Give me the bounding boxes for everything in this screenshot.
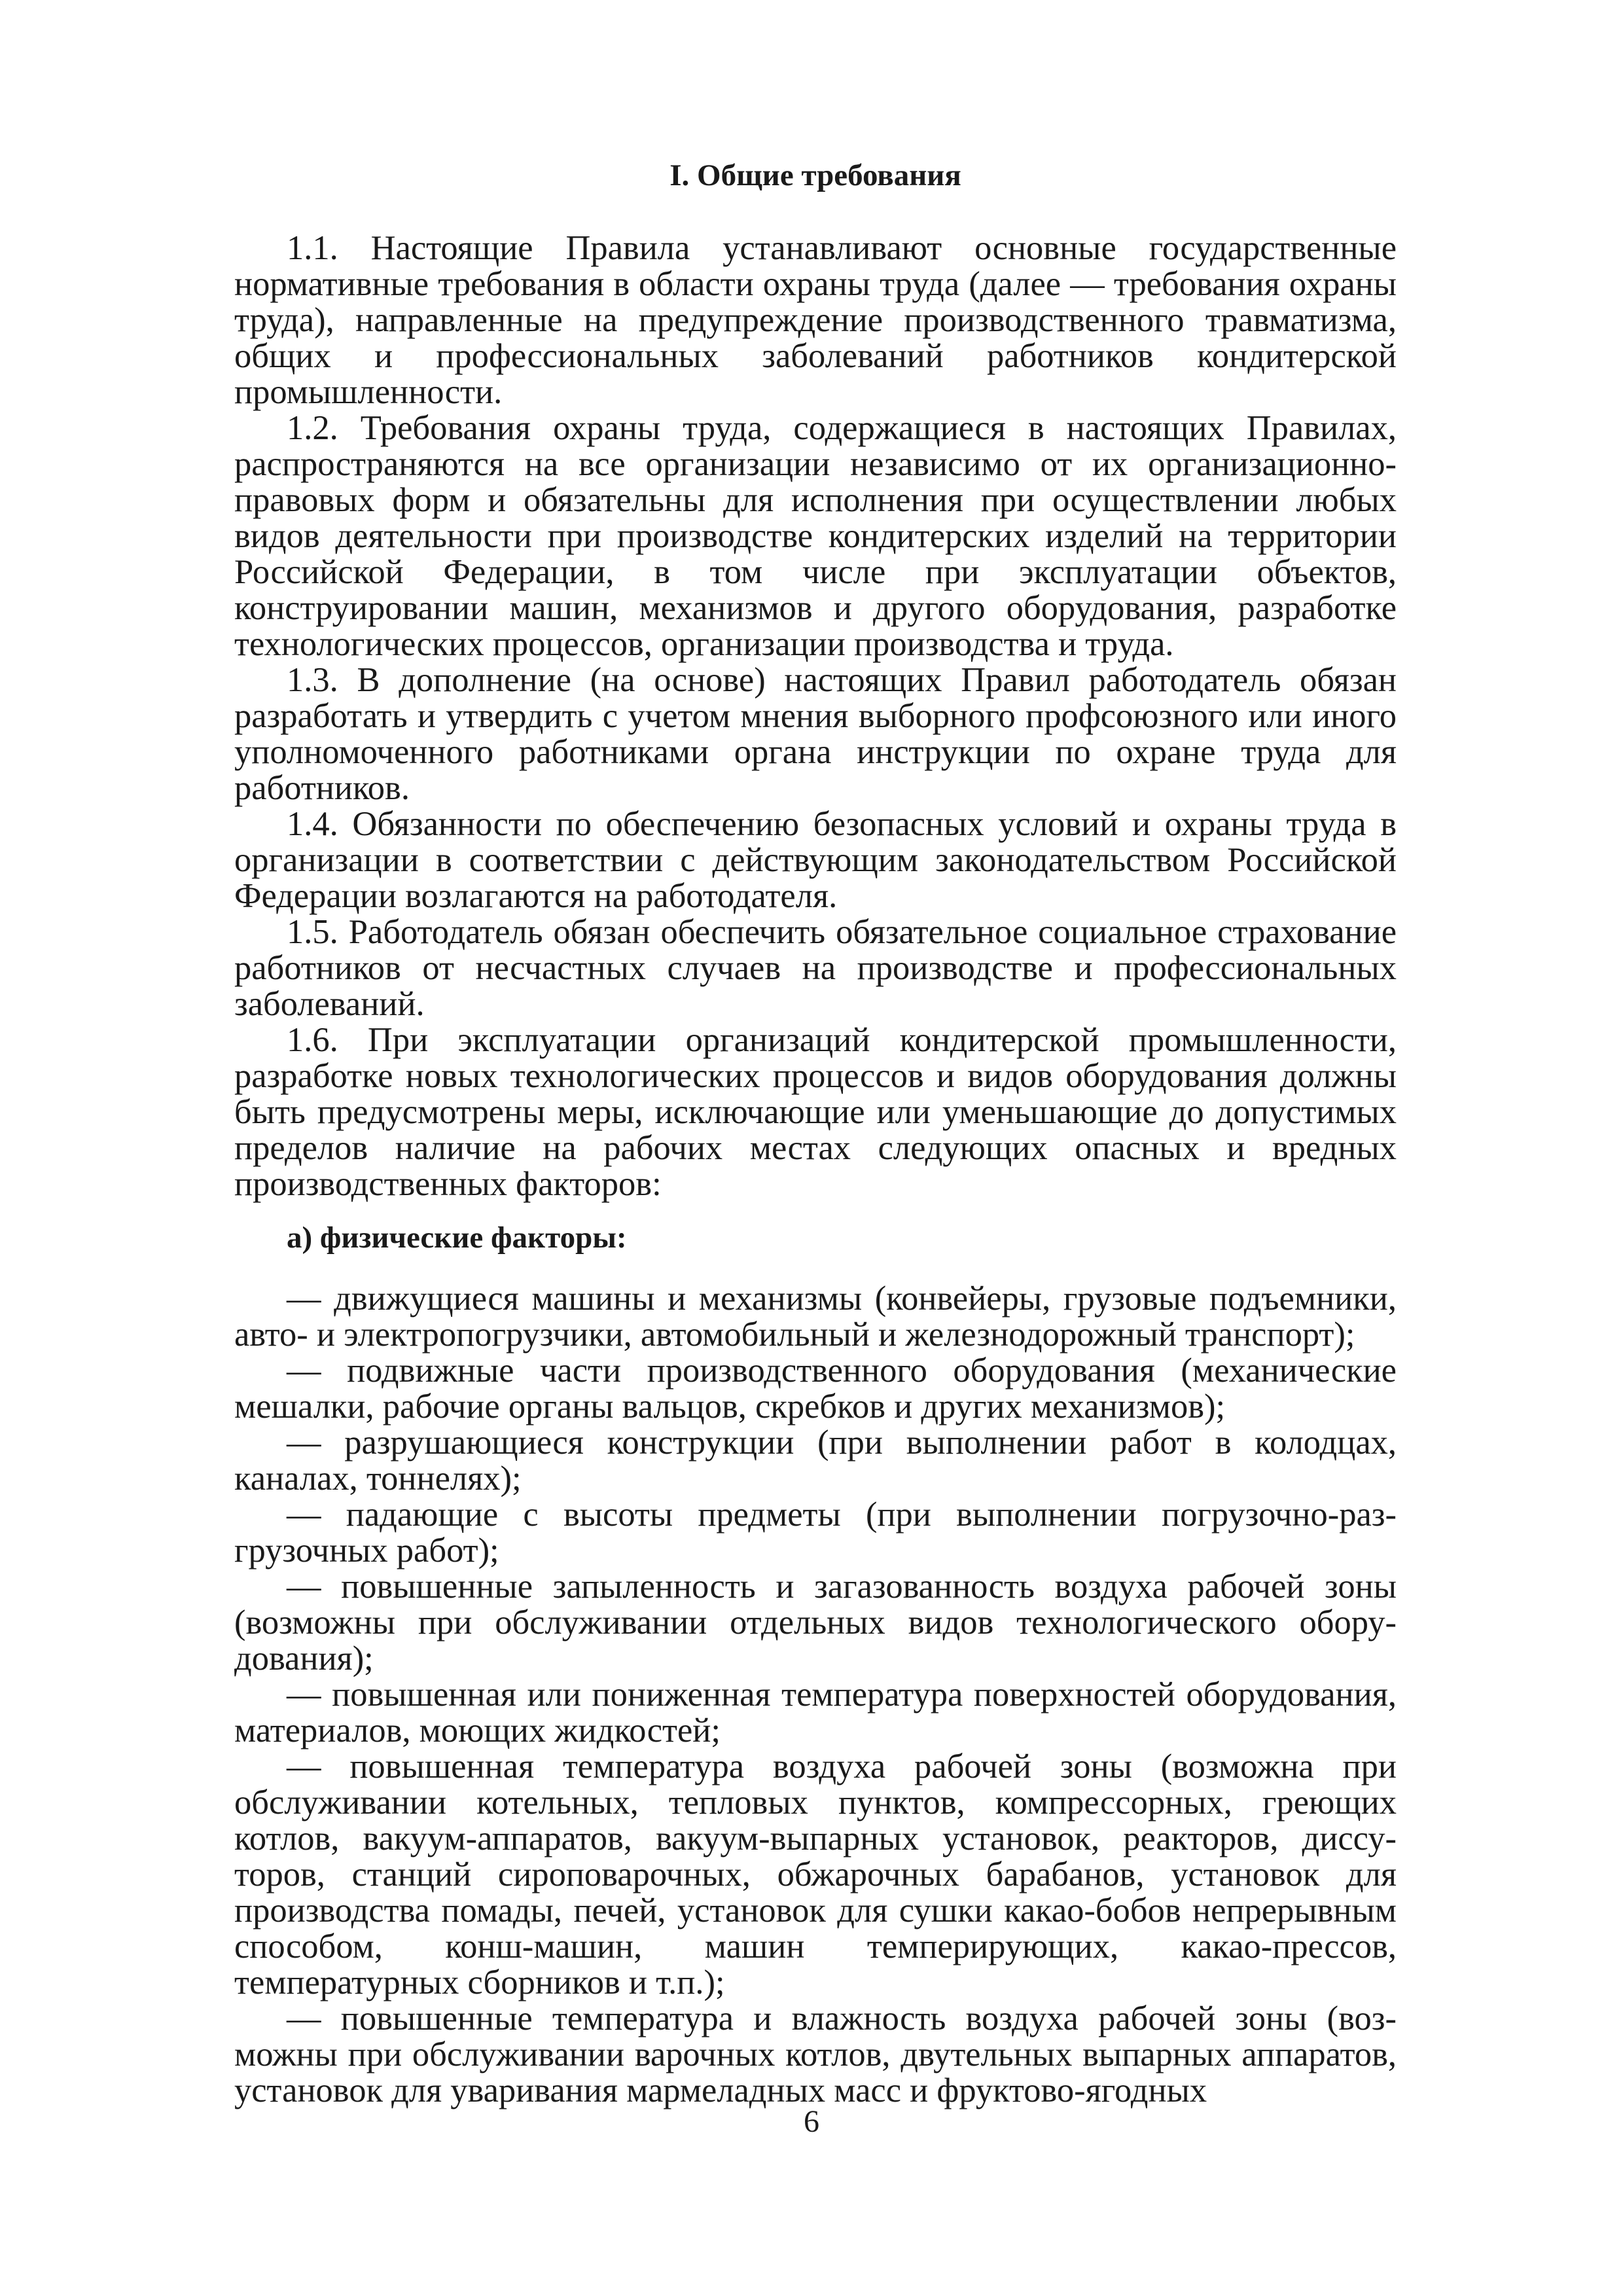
paragraph-1-3: 1.3. В дополнение (на основе) настоящих Правил работодатель обязан разработать и утвердить с учетом мнения выборного профсоюзного или иного уполномоченного работниками органа инструкции по охране труда для работников. (234, 661, 1397, 807)
document-page (234, 157, 1397, 2109)
list-item: — подвижные части производственного оборудования (механические мешалки, рабочие органы вальцов, скребков и других механизмов); (234, 1352, 1397, 1426)
list-item: — повышенные запыленность и загазованность воздуха рабочей зоны (возможны при обслуживании отдельных видов технологического оборудования); (234, 1568, 1397, 1677)
list-item: — повышенная температура воздуха рабочей зоны (возможна при обслуживании котельных, тепловых пунктов, компрессорных, греющих котлов, вакуум-аппаратов, вакуум-выпарных установок, реакторов, диссуторов, станций сироповарочных, обжарочных барабанов, установок для производства помады, печей, установок для сушки какао-бобов непрерывным способом, конш-машин, машин темперирующих, какао-прессов, температурных сборников и т.п.); (234, 1748, 1397, 2001)
paragraph-1-1: 1.1. Настоящие Правила устанавливают основные государственные нормативные требования в области охраны труда (далее — требования охраны труда), направленные на предупреждение производственного травматизма, общих и профессиональных заболеваний работников кондитерской промышленности. (234, 229, 1397, 411)
list-item: — повышенные температура и влажность воздуха рабочей зоны (возможны при обслуживании варочных котлов, двутельных выпарных аппаратов, установок для уваривания мармеладных масс и фруктово-ягодных (234, 2000, 1397, 2109)
paragraph-1-5: 1.5. Работодатель обязан обеспечить обязательное социальное страхование работников от несчастных случаев на производстве и профессиональных заболеваний. (234, 913, 1397, 1023)
list-item: — повышенная или пониженная температура поверхностей оборудования, материалов, моющих жидкостей; (234, 1676, 1397, 1749)
paragraph-1-6: 1.6. При эксплуатации организаций кондитерской промышленности, разработке новых технологических процессов и видов оборудования должны быть предусмотрены меры, исключающие или уменьшающие до допустимых пределов наличие на рабочих местах следующих опасных и вредных производственных факторов: (234, 1021, 1397, 1203)
paragraph-1-2: 1.2. Требования охраны труда, содержащиеся в настоящих Правилах, распространяются на все организации независимо от их организационно-правовых форм и обязательны для исполнения при осуществлении любых видов деятельности при производстве кондитерских изделий на территории Российской Федерации, в том числе при эксплуатации объектов, конструировании машин, механизмов и другого оборудования, разработке технологических процессов, организации производства и труда. (234, 409, 1397, 663)
list-item: — движущиеся машины и механизмы (конвейеры, грузовые подъемники, авто- и электропогрузчики, автомобильный и железнодорожный транспорт); (234, 1280, 1397, 1354)
physical-factors-heading: а) физические факторы: (287, 1221, 627, 1255)
list-item: — разрушающиеся конструкции (при выполнении работ в колодцах, каналах, тоннелях); (234, 1424, 1397, 1498)
page-number: 6 (804, 2104, 819, 2139)
paragraph-1-4: 1.4. Обязанности по обеспечению безопасных условий и охраны труда в организации в соответствии с действующим законодательством Российской Федерации возлагаются на работодателя. (234, 805, 1397, 915)
section-title: I. Общие требования (669, 158, 961, 192)
list-item: — падающие с высоты предметы (при выполнении погрузочно-разгрузочных работ); (234, 1496, 1397, 1570)
